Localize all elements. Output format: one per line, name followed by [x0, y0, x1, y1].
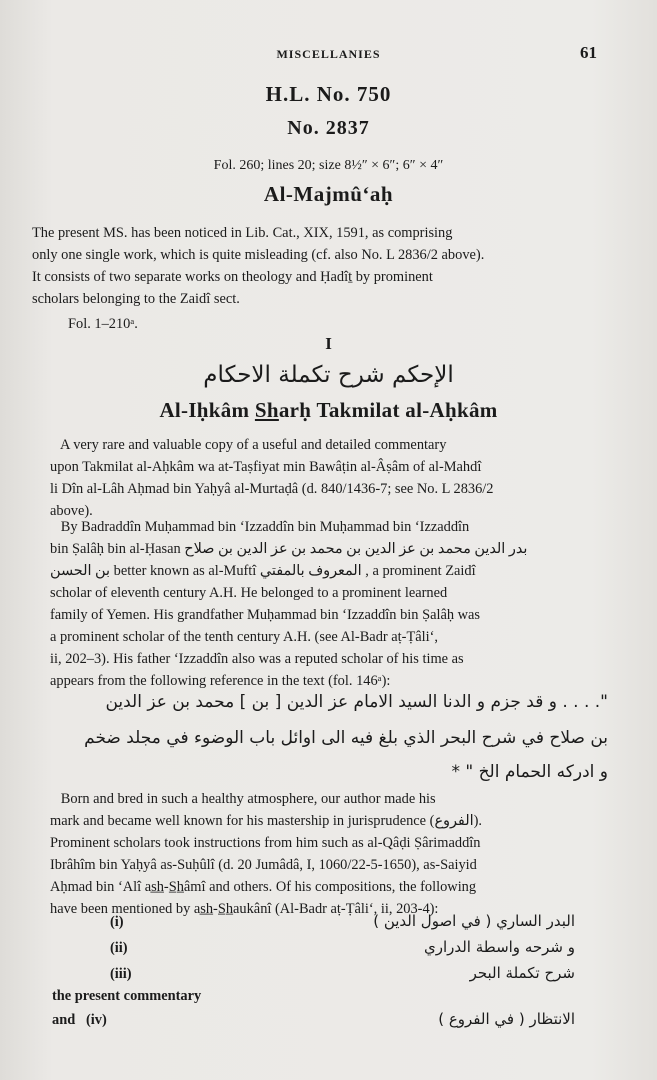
- folio-range: Fol. 1–210ᵃ.: [68, 316, 138, 332]
- folio-line: Fol. 260; lines 20; size 8½″ × 6″; 6″ × 4″: [213, 158, 444, 173]
- list-label: (ii): [110, 940, 128, 956]
- paragraph-description: A very rare and valuable copy of a useful and detailed commentary upon Takmilat al-Aḥkâm wa at-Taṣfiyat min Bawâṭin al-Âṣâm of al-Mahdî li Dîn al-Lâh Aḥmad bin Yaḥyâ al-Murtaḍâ (d. 840/1436-7; see No. L 2836/2 above).: [50, 437, 494, 519]
- subtitle-underlined: Sh: [254, 398, 279, 422]
- running-head: MISCELLANIES: [276, 47, 381, 61]
- list-note: the present commentary: [52, 988, 202, 1004]
- list-label: (i): [110, 914, 124, 930]
- paragraph-author: By Badraddîn Muḥammad bin ‘Izzaddîn bin Muḥammad bin ‘Izzaddîn bin Ṣalâḥ bin al-Ḥasan بدر الدين محمد بن عز الدين بن محمد بن عز الدين بن صلاح بن الحسن better known as al-Muftî المعروف بالمفتي , a prominent Zaidî scholar of eleventh century A.H. He belonged to a prominent learned family of Yemen. His grandfather Muḥammad bin ‘Izzaddîn bin Ṣalâḥ was a prominent scholar of the tenth century A.H. (see Al-Badr aṭ-Ṭâli‘, ii, 202–3). His father ‘Izzaddîn also was a reputed scholar of his time as appears from the following reference in the text (fol. 146ᵃ):: [50, 519, 528, 689]
- list-label: (iii): [110, 966, 132, 982]
- work-title: Al-Majmû‘aḥ: [263, 182, 394, 206]
- list-arabic: الانتظار ( في الفروع ): [438, 1010, 575, 1028]
- page-number: 61: [580, 43, 597, 62]
- work-subtitle: [0, 398, 657, 423]
- paragraph-background: Born and bred in such a healthy atmosphere, our author made his mark and became well known for his mastership in jurisprudence (الفروع). Prominent scholars took instructions from him such as al-Qâḍi Ṣârimaddîn Ibrâhîm bin Yaḥyâ as-Suḥûlî (d. 20 Jumâdâ, I, 1060/22-5-1650), as-Saiyid Aḥmad bin ‘Alî as̲h̲-S̲h̲âmî and others. Of his compositions, the following have been mentioned by as̲h̲-S̲h̲aukânî (Al-Badr aṭ-Ṭâli‘, ii, 203-4):: [50, 791, 482, 917]
- paragraph-intro: The present MS. has been noticed in Lib. Cat., XIX, 1591, as comprising only one single work, which is quite misleading (cf. also No. L 2836/2 above). It consists of two separate works on theology and Ḥadîṯ by prominent scholars belonging to the Zaidî sect.: [32, 225, 485, 307]
- arabic-quote-line: بن صلاح في شرح البحر الذي بلغ فيه الى اوائل باب الوضوء في مجلد ضخم: [84, 728, 608, 748]
- list-arabic: شرح تكملة البحر: [469, 964, 575, 982]
- list-label: and (iv): [52, 1012, 107, 1028]
- ms-number: No. 2837: [287, 117, 370, 139]
- list-arabic: و شرحه واسطة الدراري: [423, 938, 575, 956]
- list-arabic: البدر الساري ( في اصول الدين ): [373, 912, 575, 930]
- arabic-title: الإحكم شرح تكملة الاحكام: [203, 362, 454, 388]
- section-number: I: [325, 334, 332, 353]
- subtitle-part: Al-Iḥkâm: [159, 398, 255, 422]
- arabic-quote-line: و ادركه الحمام الخ " *: [451, 762, 608, 782]
- subtitle-part: arḥ Takmilat al-Aḥkâm: [278, 398, 498, 422]
- hl-number: H.L. No. 750: [265, 82, 392, 106]
- arabic-quote-line: ". . . . و قد جزم و الدنا السيد الامام عز الدين [ بن ] محمد بن عز الدين: [105, 692, 608, 712]
